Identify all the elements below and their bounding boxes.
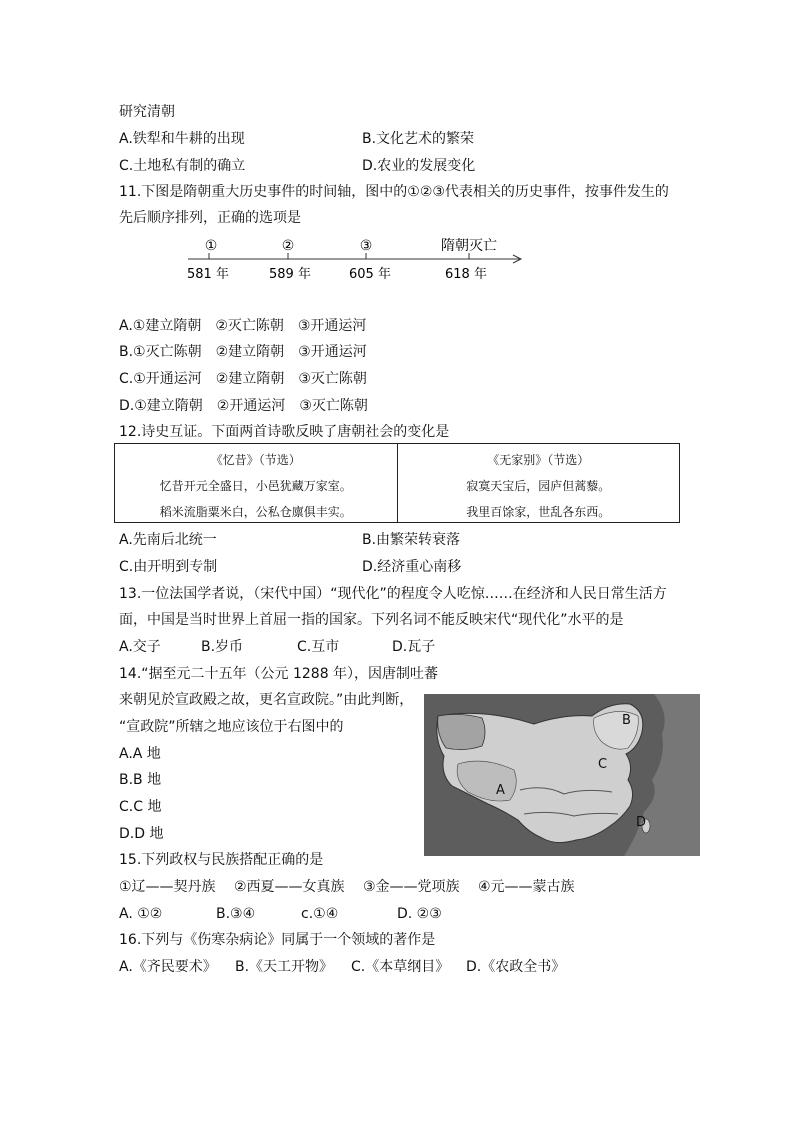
q13-stem-line2: 面，中国是当时世界上首屈一指的国家。下列名词不能反映宋代“现代化”水平的是 (119, 612, 624, 628)
q12-option-a: A.先南后北统一 (119, 532, 217, 548)
q14-option-c: C.C 地 (119, 799, 162, 815)
q14-option-a: A.A 地 (119, 746, 161, 762)
q16-option-a: A.《齐民要术》 (119, 959, 217, 975)
q16-option-d: D.《农政全书》 (466, 959, 566, 975)
timeline-year-4: 618 年 (445, 267, 487, 282)
q13-option-d: D.瓦子 (392, 639, 436, 655)
q16-stem: 16.下列与《伤寒杂病论》同属于一个领域的著作是 (119, 932, 436, 948)
q11-stem-line1: 11.下图是隋朝重大历史事件的时间轴，图中的①②③代表相关的历史事件，按事件发生的 (119, 184, 669, 200)
map-label-d: D (636, 815, 647, 830)
poem-right-line2: 我里百馀家，世乱各东西。 (466, 505, 611, 519)
q14-stem-line3: “宣政院”所辖之地应该位于右图中的 (119, 719, 344, 735)
q15-option-c: c.①④ (301, 906, 339, 922)
q11-stem-line2: 先后顺序排列，正确的选项是 (119, 210, 301, 226)
poem-left-line2: 稻米流脂粟米白，公私仓廪俱丰实。 (159, 505, 352, 519)
poem-right (397, 444, 680, 522)
q11-option-a: A.①建立隋朝 ②灭亡陈朝 ③开通运河 (119, 318, 367, 334)
q14-stem-line2: 来朝见於宣政殿之故，更名宣政院。”由此判断， (119, 692, 414, 708)
q13-option-c: C.互市 (297, 639, 340, 655)
q12-option-d: D.经济重心南移 (362, 559, 462, 575)
q16-option-c: C.《本草纲目》 (351, 959, 450, 975)
timeline-year-2: 589 年 (269, 267, 311, 282)
poem-right-title: 《无家别》（节选） (487, 453, 590, 467)
q10-option-c: C.土地私有制的确立 (119, 158, 246, 174)
q12-stem: 12.诗史互证。下面两首诗歌反映了唐朝社会的变化是 (119, 424, 450, 440)
q15-option-d: D. ②③ (397, 906, 442, 922)
poem-right-line1: 寂寞天宝后，园庐但蒿藜。 (466, 479, 611, 493)
poem-table (114, 443, 680, 523)
q10-option-a: A.铁犁和牛耕的出现 (119, 131, 245, 147)
q11-option-d: D.①建立隋朝 ②开通运河 ③灭亡陈朝 (119, 398, 368, 414)
q12-option-b: B.由繁荣转衰落 (362, 532, 461, 548)
intro-line: 研究清朝 (119, 104, 175, 120)
poem-left-line1: 忆昔开元全盛日，小邑犹藏万家室。 (159, 479, 352, 493)
q11-option-c: C.①开通运河 ②建立隋朝 ③灭亡陈朝 (119, 371, 367, 387)
q11-option-b: B.①灭亡陈朝 ②建立隋朝 ③开通运河 (119, 344, 367, 360)
map-label-c: C (598, 757, 608, 772)
map-label-b: B (622, 713, 631, 728)
timeline-marker-end: 隋朝灭亡 (441, 238, 497, 254)
q11-timeline (180, 232, 540, 288)
q13-stem-line1: 13.一位法国学者说，（宋代中国）“现代化”的程度令人吃惊……在经济和人民日常生活方 (119, 586, 667, 602)
q15-stem: 15.下列政权与民族搭配正确的是 (119, 852, 324, 868)
timeline-year-3: 605 年 (349, 267, 391, 282)
q10-option-b: B.文化艺术的繁荣 (362, 131, 475, 147)
timeline-marker-3: ③ (359, 238, 373, 254)
timeline-marker-2: ② (281, 238, 295, 254)
q13-option-a: A.交子 (119, 639, 161, 655)
poem-left (115, 444, 397, 522)
q15-option-b: B.③④ (216, 906, 256, 922)
q15-items: ①辽——契丹族 ②西夏——女真族 ③金——党项族 ④元——蒙古族 (119, 879, 575, 895)
timeline-year-1: 581 年 (187, 267, 229, 282)
timeline-marker-1: ① (204, 238, 218, 254)
q14-stem-line1: 14.“据至元二十五年（公元 1288 年），因唐制吐蕃 (119, 666, 439, 682)
q14-option-d: D.D 地 (119, 826, 164, 842)
poem-left-title: 《忆昔》（节选） (210, 453, 301, 467)
q13-option-b: B.岁币 (201, 639, 244, 655)
q16-option-b: B.《天工开物》 (235, 959, 334, 975)
q10-option-d: D.农业的发展变化 (362, 158, 476, 174)
q15-option-a: A. ①② (119, 906, 163, 922)
q12-option-c: C.由开明到专制 (119, 559, 218, 575)
q14-option-b: B.B 地 (119, 772, 162, 788)
yuan-dynasty-map (424, 694, 700, 856)
map-label-a: A (496, 783, 505, 798)
